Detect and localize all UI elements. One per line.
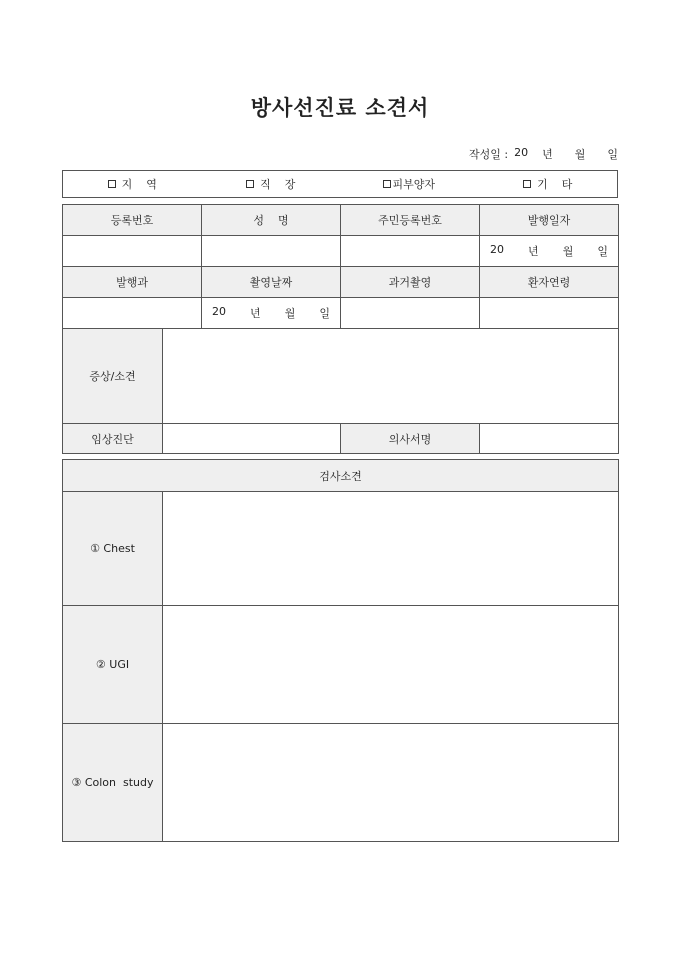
- shoot-date-year-prefix: 20: [212, 305, 227, 318]
- category-region[interactable]: [63, 171, 202, 197]
- header-issue-dept: 발행과: [63, 267, 202, 298]
- category-label: 피부양자: [392, 178, 435, 191]
- issue-date-day: 일: [597, 245, 608, 258]
- written-date-year-prefix: 20: [514, 146, 529, 159]
- checkbox-icon[interactable]: [383, 180, 391, 188]
- issue-date-year: 년: [528, 245, 539, 258]
- checkbox-icon[interactable]: [108, 180, 116, 188]
- category-dependent[interactable]: [340, 171, 479, 197]
- doctor-signature-field[interactable]: [480, 424, 619, 454]
- exam-item-ugi: ② UGI: [63, 606, 163, 724]
- header-past-shoot: 과거촬영: [341, 267, 480, 298]
- page-title: 방사선진료 소견서: [250, 96, 430, 120]
- exam-findings-table: [62, 459, 618, 842]
- patient-age-field[interactable]: [480, 298, 619, 329]
- written-date: [340, 146, 618, 162]
- written-date-label: 작성일 :: [468, 148, 509, 161]
- exam-item-colon-study: ③ Colon study: [63, 724, 163, 842]
- issue-date-year-prefix: 20: [490, 243, 505, 256]
- category-label: 기 타: [537, 178, 573, 191]
- category-row: [62, 170, 618, 198]
- category-workplace[interactable]: [202, 171, 341, 197]
- checkbox-icon[interactable]: [246, 180, 254, 188]
- symptom-field[interactable]: [163, 329, 619, 424]
- issue-date-month: 월: [562, 245, 574, 258]
- written-date-year: 년: [542, 148, 553, 161]
- header-name: 성 명: [202, 205, 341, 236]
- header-resident-number: 주민등록번호: [341, 205, 480, 236]
- clinical-diagnosis-label: 임상진단: [63, 424, 163, 454]
- shoot-date-field[interactable]: [202, 298, 341, 329]
- category-label: 직 장: [260, 178, 296, 191]
- name-field[interactable]: [202, 236, 341, 267]
- exam-item-chest: ① Chest: [63, 492, 163, 606]
- category-other[interactable]: [479, 171, 618, 197]
- header-reg-number: 등록번호: [63, 205, 202, 236]
- patient-info-table: [62, 204, 618, 454]
- header-patient-age: 환자연령: [480, 267, 619, 298]
- symptom-label: 증상/소견: [63, 329, 163, 424]
- shoot-date-day: 일: [319, 307, 330, 320]
- shoot-date-year: 년: [250, 307, 261, 320]
- written-date-day: 일: [607, 148, 618, 161]
- category-label: 지 역: [121, 178, 157, 191]
- issue-date-field[interactable]: [480, 236, 619, 267]
- issue-dept-field[interactable]: [63, 298, 202, 329]
- exam-ugi-field[interactable]: [163, 606, 619, 724]
- reg-number-field[interactable]: [63, 236, 202, 267]
- doctor-signature-label: 의사서명: [341, 424, 480, 454]
- clinical-diagnosis-field[interactable]: [163, 424, 341, 454]
- resident-number-field[interactable]: [341, 236, 480, 267]
- header-shoot-date: 촬영날짜: [202, 267, 341, 298]
- checkbox-icon[interactable]: [523, 180, 531, 188]
- written-date-month: 월: [574, 148, 586, 161]
- exam-findings-title: 검사소견: [63, 460, 619, 492]
- past-shoot-field[interactable]: [341, 298, 480, 329]
- exam-colon-study-field[interactable]: [163, 724, 619, 842]
- header-issue-date: 발행일자: [480, 205, 619, 236]
- shoot-date-month: 월: [284, 307, 296, 320]
- exam-chest-field[interactable]: [163, 492, 619, 606]
